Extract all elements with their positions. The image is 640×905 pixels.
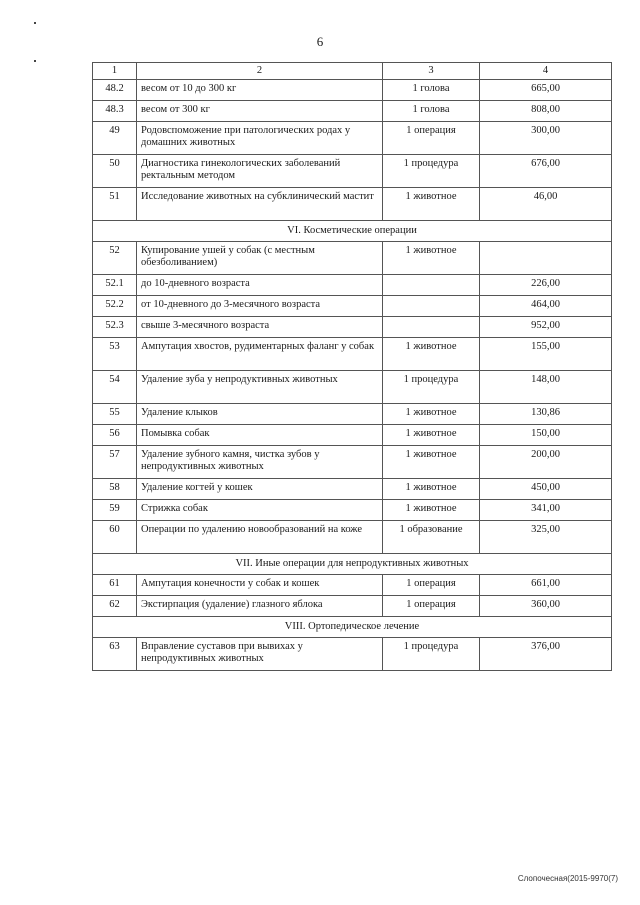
table-row [93, 575, 612, 596]
table-row [93, 101, 612, 122]
row-number: 52.2 [93, 296, 137, 317]
scan-mark [34, 60, 36, 62]
row-number: 54 [93, 371, 137, 404]
row-number: 48.3 [93, 101, 137, 122]
row-number: 58 [93, 479, 137, 500]
service-name: Вправление суставов при вывихах у непродуктивных животных [137, 638, 383, 671]
column-header-number: 1 [93, 63, 137, 80]
column-header-name: 2 [137, 63, 383, 80]
service-name: Экстирпация (удаление) глазного яблока [137, 596, 383, 617]
service-name: Исследование животных на субклинический мастит [137, 188, 383, 221]
service-name: Родовспоможение при патологических родах у домашних животных [137, 122, 383, 155]
price-value: 226,00 [480, 275, 612, 296]
page-number: 6 [316, 34, 324, 49]
table-row [93, 338, 612, 371]
table-row [93, 425, 612, 446]
table-row [93, 500, 612, 521]
service-name: Стрижка собак [137, 500, 383, 521]
row-number: 57 [93, 446, 137, 479]
row-number: 52.1 [93, 275, 137, 296]
unit-of-measure: 1 животное [383, 446, 480, 479]
section-title: VII. Иные операции для непродуктивных животных [93, 554, 612, 575]
price-value: 325,00 [480, 521, 612, 554]
price-value: 376,00 [480, 638, 612, 671]
table-row [93, 188, 612, 221]
table-row [93, 242, 612, 275]
service-name: весом от 300 кг [137, 101, 383, 122]
price-value: 300,00 [480, 122, 612, 155]
unit-of-measure: 1 операция [383, 575, 480, 596]
table-row [93, 317, 612, 338]
row-number: 51 [93, 188, 137, 221]
row-number: 61 [93, 575, 137, 596]
unit-of-measure: 1 операция [383, 596, 480, 617]
unit-of-measure [383, 296, 480, 317]
service-name: Диагностика гинекологических заболеваний ректальным методом [137, 155, 383, 188]
price-value: 341,00 [480, 500, 612, 521]
table-row [93, 638, 612, 671]
unit-of-measure: 1 животное [383, 404, 480, 425]
document-code: Cлопочесная(2015-9970(7) [517, 874, 618, 883]
unit-of-measure [383, 317, 480, 338]
row-number: 49 [93, 122, 137, 155]
table-row [93, 371, 612, 404]
price-value: 155,00 [480, 338, 612, 371]
unit-of-measure: 1 голова [383, 80, 480, 101]
price-value: 676,00 [480, 155, 612, 188]
section-row [93, 221, 612, 242]
row-number: 55 [93, 404, 137, 425]
section-title: VIII. Ортопедическое лечение [93, 617, 612, 638]
service-name: до 10-дневного возраста [137, 275, 383, 296]
service-name: Удаление когтей у кошек [137, 479, 383, 500]
unit-of-measure: 1 животное [383, 479, 480, 500]
unit-of-measure: 1 процедура [383, 638, 480, 671]
table-row [93, 596, 612, 617]
unit-of-measure: 1 животное [383, 425, 480, 446]
row-number: 53 [93, 338, 137, 371]
unit-of-measure: 1 животное [383, 188, 480, 221]
price-value: 808,00 [480, 101, 612, 122]
price-value: 148,00 [480, 371, 612, 404]
unit-of-measure: 1 животное [383, 500, 480, 521]
service-name: Ампутация конечности у собак и кошек [137, 575, 383, 596]
price-value: 661,00 [480, 575, 612, 596]
service-name: Ампутация хвостов, рудиментарных фаланг у собак [137, 338, 383, 371]
price-value: 952,00 [480, 317, 612, 338]
unit-of-measure: 1 животное [383, 242, 480, 275]
table-row [93, 122, 612, 155]
table-row [93, 296, 612, 317]
row-number: 52 [93, 242, 137, 275]
table-row [93, 80, 612, 101]
table-row [93, 404, 612, 425]
price-value: 450,00 [480, 479, 612, 500]
row-number: 48.2 [93, 80, 137, 101]
section-row [93, 554, 612, 575]
table-header-row [93, 63, 612, 80]
service-name: Удаление зубного камня, чистка зубов у непродуктивных животных [137, 446, 383, 479]
row-number: 63 [93, 638, 137, 671]
price-value: 200,00 [480, 446, 612, 479]
service-name: Помывка собак [137, 425, 383, 446]
table-row [93, 275, 612, 296]
service-name: весом от 10 до 300 кг [137, 80, 383, 101]
unit-of-measure [383, 275, 480, 296]
column-header-price: 4 [480, 63, 612, 80]
row-number: 52.3 [93, 317, 137, 338]
section-row [93, 617, 612, 638]
service-name: свыше 3-месячного возраста [137, 317, 383, 338]
section-title: VI. Косметические операции [93, 221, 612, 242]
unit-of-measure: 1 животное [383, 338, 480, 371]
price-value: 150,00 [480, 425, 612, 446]
price-value: 464,00 [480, 296, 612, 317]
table-row [93, 479, 612, 500]
table-row [93, 521, 612, 554]
row-number: 62 [93, 596, 137, 617]
service-name: Операции по удалению новообразований на коже [137, 521, 383, 554]
price-value: 360,00 [480, 596, 612, 617]
price-value: 665,00 [480, 80, 612, 101]
unit-of-measure: 1 голова [383, 101, 480, 122]
service-name: Удаление зуба у непродуктивных животных [137, 371, 383, 404]
service-name: Удаление клыков [137, 404, 383, 425]
price-value [480, 242, 612, 275]
service-name: от 10-дневного до 3-месячного возраста [137, 296, 383, 317]
price-table-body [93, 63, 612, 671]
table-row [93, 155, 612, 188]
price-value: 46,00 [480, 188, 612, 221]
price-value: 130,86 [480, 404, 612, 425]
unit-of-measure: 1 процедура [383, 371, 480, 404]
row-number: 50 [93, 155, 137, 188]
column-header-unit: 3 [383, 63, 480, 80]
table-row [93, 446, 612, 479]
unit-of-measure: 1 операция [383, 122, 480, 155]
service-name: Купирование ушей у собак (с местным обезболиванием) [137, 242, 383, 275]
row-number: 60 [93, 521, 137, 554]
row-number: 59 [93, 500, 137, 521]
row-number: 56 [93, 425, 137, 446]
scan-mark [34, 22, 36, 24]
unit-of-measure: 1 процедура [383, 155, 480, 188]
price-table [92, 62, 612, 671]
unit-of-measure: 1 образование [383, 521, 480, 554]
